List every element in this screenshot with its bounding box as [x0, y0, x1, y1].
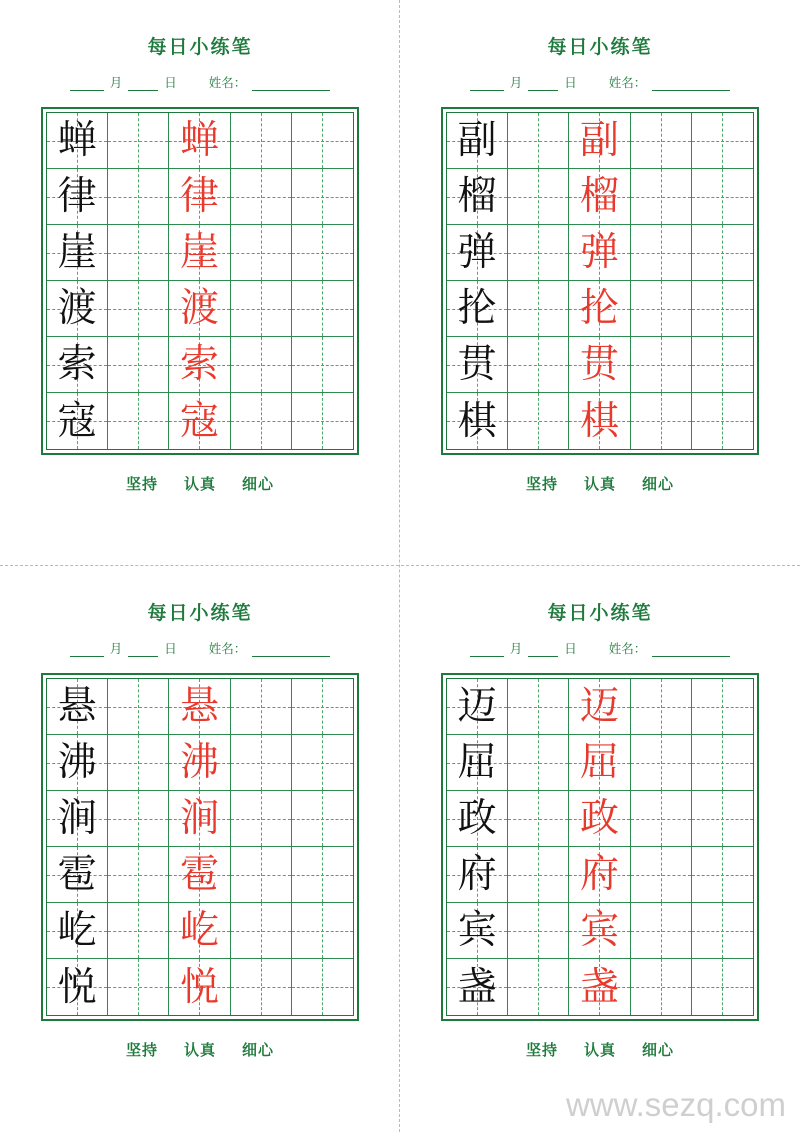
model-character: 屹 [57, 909, 97, 952]
grid-cell[interactable] [631, 337, 692, 393]
month-label: 月 [509, 76, 523, 90]
grid-cell[interactable] [108, 225, 169, 281]
grid-cell[interactable] [108, 679, 169, 735]
grid-cell[interactable] [47, 791, 108, 847]
grid-cell[interactable] [692, 337, 753, 393]
practice-grid [41, 107, 359, 455]
grid-cell[interactable] [508, 791, 569, 847]
model-character: 宾 [457, 909, 497, 952]
grid-cell[interactable] [108, 847, 169, 903]
watermark: www.sezq.com [565, 1086, 786, 1123]
grid-cell[interactable] [631, 169, 692, 225]
grid-cell[interactable] [169, 903, 230, 959]
trace-character: 蝉 [179, 119, 219, 162]
grid-cell[interactable] [692, 903, 753, 959]
model-character: 崖 [57, 231, 97, 274]
trace-character: 涧 [179, 797, 219, 840]
month-label: 月 [509, 642, 523, 656]
cut-line-vertical [399, 0, 400, 1132]
trace-character: 雹 [179, 853, 219, 896]
name-label: 姓名： [608, 76, 647, 90]
grid-cell[interactable] [447, 169, 508, 225]
day-blank[interactable] [128, 644, 158, 657]
trace-character: 贯 [579, 343, 619, 386]
meta-row [0, 73, 400, 91]
grid-cell[interactable] [231, 281, 292, 337]
grid-cell[interactable] [508, 903, 569, 959]
grid-cell[interactable] [692, 281, 753, 337]
grid-cell[interactable] [508, 735, 569, 791]
grid-cell[interactable] [692, 791, 753, 847]
footer-row [400, 1039, 800, 1060]
practice-grid-cells [46, 678, 354, 1016]
grid-cell[interactable] [231, 903, 292, 959]
grid-cell[interactable] [447, 735, 508, 791]
grid-cell[interactable] [631, 735, 692, 791]
model-character: 悦 [57, 965, 97, 1009]
trace-character: 政 [579, 797, 619, 840]
grid-cell[interactable] [47, 959, 108, 1015]
footer-row [0, 1039, 400, 1060]
grid-cell[interactable] [569, 679, 630, 735]
model-character: 榴 [457, 175, 497, 218]
trace-character: 府 [579, 853, 619, 896]
grid-cell[interactable] [508, 959, 569, 1015]
grid-cell[interactable] [447, 679, 508, 735]
grid-cell[interactable] [108, 393, 169, 449]
worksheet-quadrant-top-right [400, 0, 800, 566]
day-blank[interactable] [528, 78, 558, 91]
name-blank[interactable] [652, 644, 730, 657]
grid-cell[interactable] [231, 791, 292, 847]
footer-word: 认真 [183, 477, 216, 493]
trace-character: 索 [179, 343, 219, 386]
trace-character: 盏 [579, 965, 619, 1009]
model-character: 悬 [57, 685, 97, 728]
model-character: 沸 [57, 741, 97, 784]
grid-cell[interactable] [169, 959, 230, 1015]
grid-cell[interactable] [692, 847, 753, 903]
model-character: 律 [57, 175, 97, 218]
model-character: 政 [457, 797, 497, 840]
grid-cell[interactable] [569, 225, 630, 281]
grid-cell[interactable] [231, 959, 292, 1015]
grid-cell[interactable] [569, 113, 630, 169]
model-character: 副 [457, 119, 497, 162]
grid-cell[interactable] [169, 735, 230, 791]
grid-cell[interactable] [47, 847, 108, 903]
model-character: 雹 [57, 853, 97, 896]
grid-cell[interactable] [692, 679, 753, 735]
grid-cell[interactable] [47, 113, 108, 169]
grid-cell[interactable] [47, 225, 108, 281]
grid-cell[interactable] [231, 679, 292, 735]
trace-character: 沸 [179, 741, 219, 784]
model-character: 弹 [457, 231, 497, 274]
grid-cell[interactable] [569, 735, 630, 791]
grid-cell[interactable] [292, 337, 353, 393]
grid-cell[interactable] [231, 393, 292, 449]
practice-grid-cells [46, 112, 354, 450]
grid-cell[interactable] [631, 225, 692, 281]
cut-line-horizontal [0, 565, 800, 566]
practice-grid [441, 107, 759, 455]
grid-cell[interactable] [569, 959, 630, 1015]
grid-cell[interactable] [108, 337, 169, 393]
model-character: 寇 [57, 399, 97, 443]
page-title: 每日小练笔 [547, 37, 653, 58]
grid-cell[interactable] [108, 169, 169, 225]
trace-character: 榴 [579, 175, 619, 218]
grid-cell[interactable] [169, 791, 230, 847]
day-label: 日 [164, 642, 177, 656]
grid-cell[interactable] [692, 959, 753, 1015]
footer-word: 认真 [583, 1043, 616, 1059]
footer-row [0, 473, 400, 494]
grid-cell[interactable] [292, 393, 353, 449]
grid-cell[interactable] [508, 281, 569, 337]
day-blank[interactable] [128, 78, 158, 91]
grid-cell[interactable] [508, 113, 569, 169]
month-blank[interactable] [470, 78, 504, 91]
day-blank[interactable] [528, 644, 558, 657]
grid-cell[interactable] [108, 791, 169, 847]
grid-cell[interactable] [631, 393, 692, 449]
worksheet-quadrant-bottom-right [400, 566, 800, 1132]
grid-cell[interactable] [169, 393, 230, 449]
month-blank[interactable] [70, 644, 104, 657]
footer-word: 细心 [642, 1043, 675, 1059]
grid-cell[interactable] [292, 679, 353, 735]
name-label: 姓名： [608, 642, 647, 656]
trace-character: 宾 [579, 909, 619, 952]
trace-character: 屈 [579, 741, 619, 784]
footer-word: 细心 [642, 477, 675, 493]
grid-cell[interactable] [231, 337, 292, 393]
footer-word: 认真 [183, 1043, 216, 1059]
model-character: 涧 [57, 797, 97, 840]
practice-grid-cells [446, 678, 754, 1016]
grid-cell[interactable] [292, 903, 353, 959]
trace-character: 悬 [179, 685, 219, 728]
grid-cell[interactable] [47, 169, 108, 225]
grid-cell[interactable] [447, 847, 508, 903]
grid-cell[interactable] [631, 959, 692, 1015]
grid-cell[interactable] [292, 113, 353, 169]
model-character: 贯 [457, 343, 497, 386]
grid-cell[interactable] [47, 337, 108, 393]
trace-character: 律 [179, 175, 219, 218]
grid-cell[interactable] [292, 225, 353, 281]
grid-cell[interactable] [508, 679, 569, 735]
model-character: 索 [57, 343, 97, 386]
grid-cell[interactable] [692, 225, 753, 281]
grid-cell[interactable] [569, 791, 630, 847]
model-character: 迈 [457, 685, 497, 728]
grid-cell[interactable] [231, 847, 292, 903]
grid-cell[interactable] [508, 225, 569, 281]
grid-cell[interactable] [447, 337, 508, 393]
grid-cell[interactable] [508, 337, 569, 393]
name-label: 姓名： [208, 642, 247, 656]
trace-character: 悦 [179, 965, 219, 1009]
grid-cell[interactable] [447, 113, 508, 169]
trace-character: 崖 [179, 231, 219, 274]
trace-character: 弹 [579, 231, 619, 274]
grid-cell[interactable] [231, 113, 292, 169]
model-character: 抡 [457, 287, 497, 330]
meta-row [0, 639, 400, 657]
grid-cell[interactable] [108, 959, 169, 1015]
meta-row [400, 639, 800, 657]
name-blank[interactable] [252, 644, 330, 657]
footer-word: 认真 [583, 477, 616, 493]
trace-character: 副 [579, 119, 619, 162]
grid-cell[interactable] [169, 113, 230, 169]
grid-cell[interactable] [447, 903, 508, 959]
grid-cell[interactable] [108, 281, 169, 337]
month-blank[interactable] [70, 78, 104, 91]
footer-word: 坚持 [125, 477, 158, 493]
trace-character: 抡 [579, 287, 619, 330]
worksheet-quadrant-top-left [0, 0, 400, 566]
name-label: 姓名： [208, 76, 247, 90]
grid-cell[interactable] [169, 281, 230, 337]
grid-cell[interactable] [692, 735, 753, 791]
grid-cell[interactable] [631, 679, 692, 735]
grid-cell[interactable] [569, 169, 630, 225]
grid-cell[interactable] [447, 791, 508, 847]
grid-cell[interactable] [292, 959, 353, 1015]
grid-cell[interactable] [631, 281, 692, 337]
name-blank[interactable] [252, 78, 330, 91]
grid-cell[interactable] [292, 735, 353, 791]
grid-cell[interactable] [569, 847, 630, 903]
model-character: 府 [457, 853, 497, 896]
day-label: 日 [564, 76, 577, 90]
model-character: 盏 [457, 965, 497, 1009]
grid-cell[interactable] [292, 791, 353, 847]
grid-cell[interactable] [631, 113, 692, 169]
day-label: 日 [564, 642, 577, 656]
grid-cell[interactable] [169, 337, 230, 393]
month-blank[interactable] [470, 644, 504, 657]
footer-word: 坚持 [125, 1043, 158, 1059]
trace-character: 寇 [179, 399, 219, 443]
grid-cell[interactable] [447, 281, 508, 337]
grid-cell[interactable] [692, 113, 753, 169]
grid-cell[interactable] [447, 393, 508, 449]
grid-cell[interactable] [508, 847, 569, 903]
grid-cell[interactable] [569, 903, 630, 959]
practice-grid-cells [446, 112, 754, 450]
trace-character: 屹 [179, 909, 219, 952]
grid-cell[interactable] [631, 847, 692, 903]
grid-cell[interactable] [447, 959, 508, 1015]
grid-cell[interactable] [108, 903, 169, 959]
grid-cell[interactable] [169, 225, 230, 281]
worksheet-quadrant-bottom-left [0, 566, 400, 1132]
grid-cell[interactable] [292, 169, 353, 225]
grid-cell[interactable] [569, 337, 630, 393]
footer-word: 细心 [242, 1043, 275, 1059]
meta-row [400, 73, 800, 91]
grid-cell[interactable] [508, 169, 569, 225]
practice-grid [441, 673, 759, 1021]
grid-cell[interactable] [169, 169, 230, 225]
trace-character: 渡 [179, 287, 219, 330]
footer-word: 坚持 [525, 1043, 558, 1059]
model-character: 屈 [457, 741, 497, 784]
grid-cell[interactable] [692, 393, 753, 449]
grid-cell[interactable] [231, 225, 292, 281]
page-title: 每日小练笔 [147, 37, 253, 58]
grid-cell[interactable] [569, 393, 630, 449]
month-label: 月 [109, 642, 123, 656]
grid-cell[interactable] [631, 791, 692, 847]
grid-cell[interactable] [108, 735, 169, 791]
trace-character: 棋 [579, 399, 619, 443]
grid-cell[interactable] [47, 281, 108, 337]
footer-word: 坚持 [525, 477, 558, 493]
model-character: 棋 [457, 399, 497, 443]
grid-cell[interactable] [47, 903, 108, 959]
footer-word: 细心 [242, 477, 275, 493]
grid-cell[interactable] [169, 847, 230, 903]
grid-cell[interactable] [447, 225, 508, 281]
model-character: 蝉 [57, 119, 97, 162]
model-character: 渡 [57, 287, 97, 330]
grid-cell[interactable] [292, 281, 353, 337]
footer-row [400, 473, 800, 494]
grid-cell[interactable] [169, 679, 230, 735]
grid-cell[interactable] [47, 393, 108, 449]
grid-cell[interactable] [292, 847, 353, 903]
month-label: 月 [109, 76, 123, 90]
grid-cell[interactable] [508, 393, 569, 449]
practice-grid [41, 673, 359, 1021]
trace-character: 迈 [579, 685, 619, 728]
name-blank[interactable] [652, 78, 730, 91]
day-label: 日 [164, 76, 177, 90]
grid-cell[interactable] [47, 679, 108, 735]
page-title: 每日小练笔 [147, 603, 253, 624]
grid-cell[interactable] [631, 903, 692, 959]
grid-cell[interactable] [692, 169, 753, 225]
grid-cell[interactable] [231, 169, 292, 225]
grid-cell[interactable] [231, 735, 292, 791]
grid-cell[interactable] [569, 281, 630, 337]
grid-cell[interactable] [47, 735, 108, 791]
page-title: 每日小练笔 [547, 603, 653, 624]
grid-cell[interactable] [108, 113, 169, 169]
